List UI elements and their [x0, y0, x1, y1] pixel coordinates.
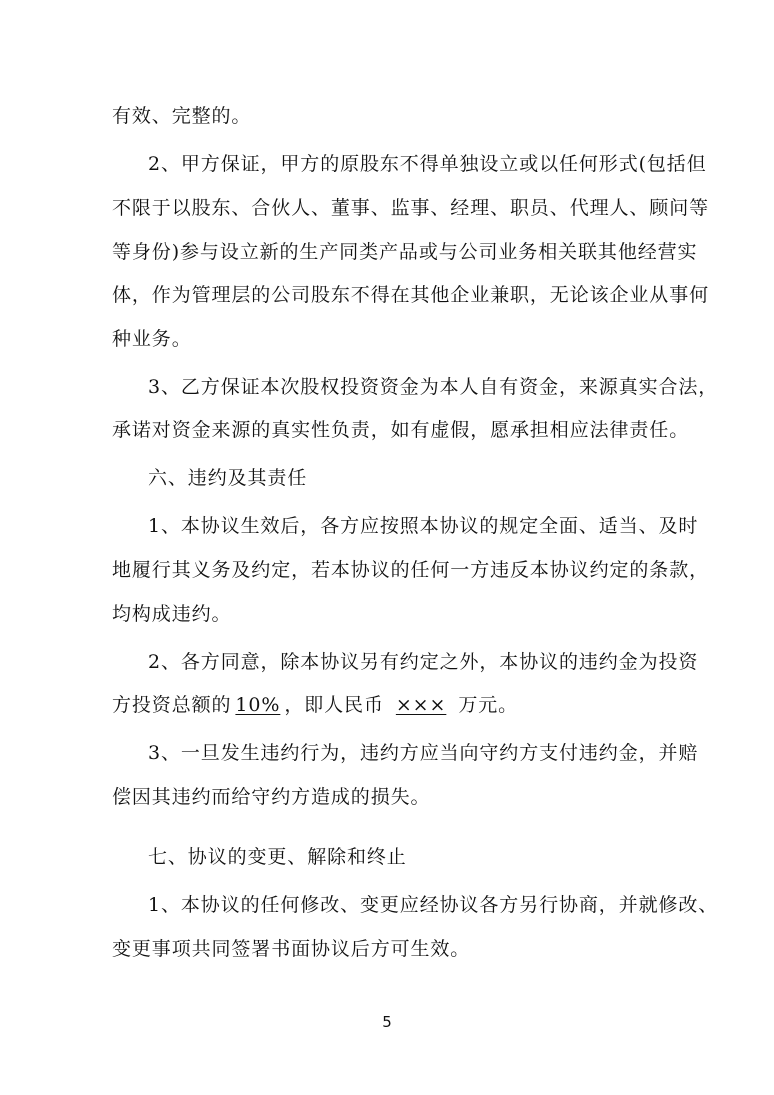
- penalty-middle: ，即人民币: [284, 694, 384, 716]
- text-line: 地履行其义务及约定，若本协议的任何一方违反本协议约定的条款，: [112, 559, 710, 581]
- text-line: 体，作为管理层的公司股东不得在其他企业兼职，无论该企业从事何: [112, 284, 710, 306]
- penalty-line: [112, 693, 518, 717]
- text-line: 承诺对资金来源的真实性负责，如有虚假，愿承担相应法律责任。: [112, 419, 690, 441]
- page-number: 5: [382, 1013, 392, 1031]
- section-heading: 七、协议的变更、解除和终止: [148, 846, 407, 868]
- text-line: 3、一旦发生违约行为，违约方应当向守约方支付违约金，并赔: [148, 742, 699, 764]
- section-heading: 六、违约及其责任: [148, 467, 308, 489]
- text-line: 有效、完整的。: [112, 105, 252, 127]
- text-line: 2、甲方保证，甲方的原股东不得单独设立或以任何形式(包括但: [148, 153, 707, 175]
- penalty-suffix: 万元。: [458, 694, 519, 716]
- text-line: 1、本协议的任何修改、变更应经协议各方另行协商，并就修改、: [148, 894, 719, 916]
- text-line: 1、本协议生效后，各方应按照本协议的规定全面、适当、及时: [148, 515, 699, 537]
- penalty-amount: ×××: [395, 694, 447, 716]
- text-line: 变更事项共同签署书面协议后方可生效。: [112, 938, 471, 960]
- text-line: 均构成违约。: [112, 603, 232, 625]
- text-line: 种业务。: [112, 328, 192, 350]
- text-line: 3、乙方保证本次股权投资资金为本人自有资金，来源真实合法，: [148, 376, 719, 398]
- text-line: 2、各方同意，除本协议另有约定之外，本协议的违约金为投资: [148, 651, 699, 673]
- penalty-prefix: 方投资总额的: [112, 694, 232, 716]
- penalty-rate: 10%: [235, 694, 281, 716]
- text-line: 不限于以股东、合伙人、董事、监事、经理、职员、代理人、顾问等: [112, 197, 710, 219]
- text-line: 等身份)参与设立新的生产同类产品或与公司业务相关联其他经营实: [112, 241, 698, 263]
- text-line: 偿因其违约而给守约方造成的损失。: [112, 786, 431, 808]
